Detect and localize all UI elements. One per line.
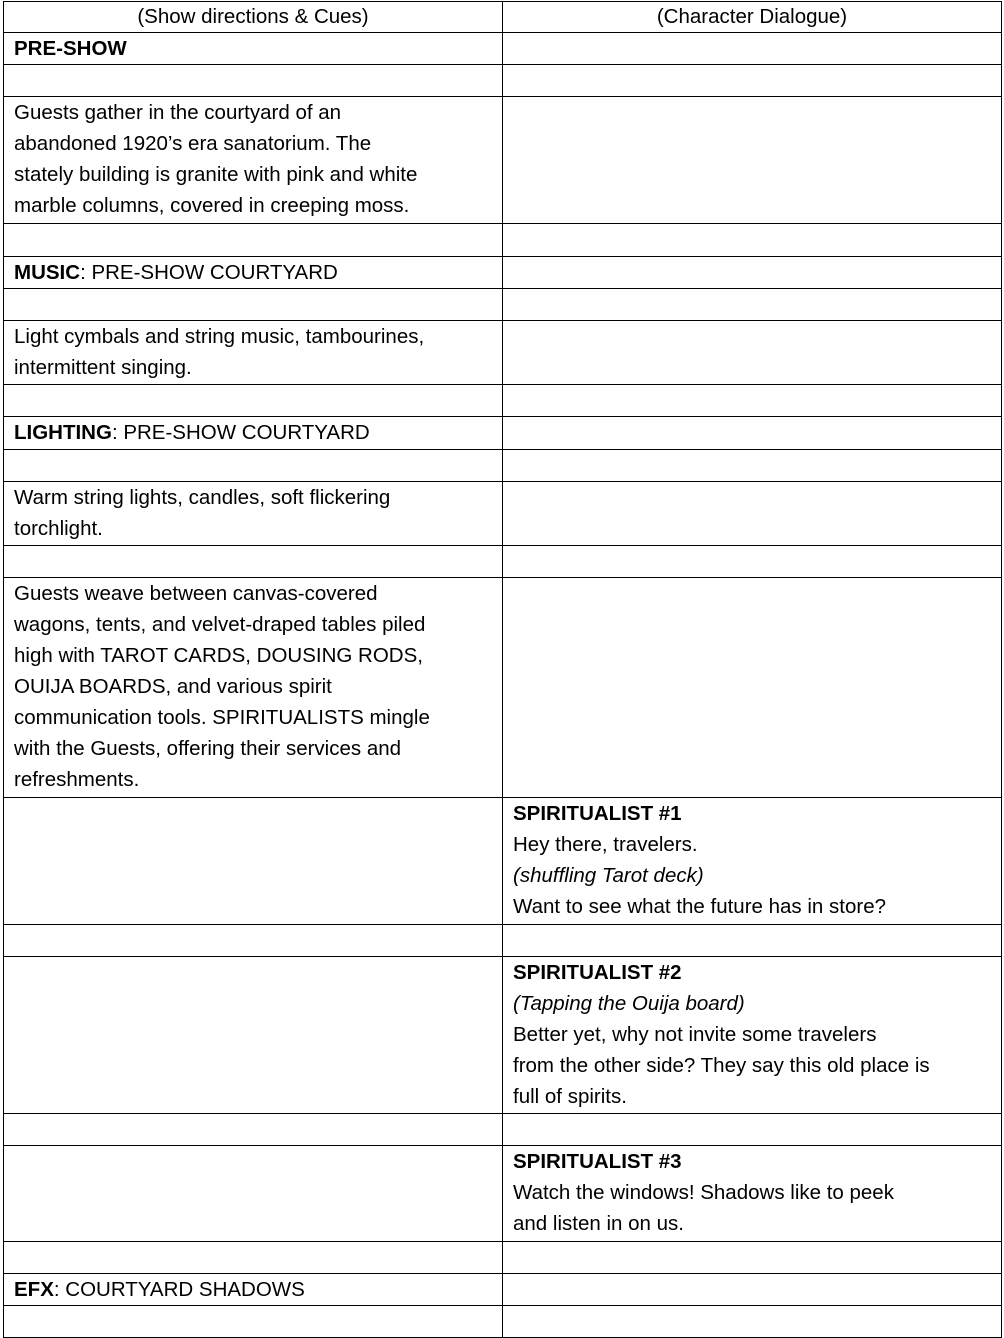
- table-row: [4, 33, 1002, 65]
- cue-cell: [4, 417, 503, 450]
- empty-direction-cell: [4, 1146, 503, 1242]
- empty-cell: [503, 1114, 1002, 1146]
- spacer-row: [4, 65, 1002, 97]
- stage-direction: (shuffling Tarot deck): [513, 864, 704, 887]
- direction-line: communication tools. SPIRITUALISTS mingle: [14, 706, 430, 729]
- header-row: [4, 2, 1002, 33]
- spacer-row: [4, 289, 1002, 321]
- spacer-row: [4, 546, 1002, 578]
- empty-dialogue-cell: [503, 97, 1002, 224]
- empty-dialogue-cell: [503, 417, 1002, 450]
- empty-direction-cell: [4, 798, 503, 925]
- empty-cell: [4, 65, 503, 97]
- empty-cell: [503, 224, 1002, 257]
- empty-cell: [503, 385, 1002, 417]
- character-name: SPIRITUALIST #2: [513, 961, 682, 984]
- table-row: [4, 1274, 1002, 1306]
- empty-cell: [4, 289, 503, 321]
- empty-cell: [503, 1306, 1002, 1338]
- empty-dialogue-cell: [503, 33, 1002, 65]
- empty-dialogue-cell: [503, 1274, 1002, 1306]
- empty-cell: [4, 385, 503, 417]
- empty-cell: [503, 925, 1002, 957]
- empty-cell: [503, 546, 1002, 578]
- direction-line: Guests gather in the courtyard of an: [14, 101, 342, 124]
- table-row: [4, 482, 1002, 546]
- table-row: [4, 1146, 1002, 1242]
- table-row: [4, 97, 1002, 224]
- empty-dialogue-cell: [503, 257, 1002, 289]
- cue-label: EFX: [14, 1278, 54, 1301]
- direction-line: marble columns, covered in creeping moss.: [14, 194, 410, 217]
- table-row: [4, 417, 1002, 450]
- dialogue-line: Better yet, why not invite some travelers: [513, 1023, 877, 1046]
- character-name: SPIRITUALIST #3: [513, 1150, 682, 1173]
- direction-line: Guests weave between canvas-covered: [14, 582, 378, 605]
- spacer-row: [4, 1306, 1002, 1338]
- cue-text: : PRE-SHOW COURTYARD: [111, 421, 370, 444]
- empty-dialogue-cell: [503, 482, 1002, 546]
- empty-cell: [503, 289, 1002, 321]
- character-name: SPIRITUALIST #1: [513, 802, 682, 825]
- spacer-row: [4, 1114, 1002, 1146]
- cue-text: : COURTYARD SHADOWS: [53, 1278, 305, 1301]
- empty-cell: [4, 1242, 503, 1274]
- cue-text: : PRE-SHOW COURTYARD: [80, 261, 338, 284]
- direction-line: wagons, tents, and velvet-draped tables piled: [14, 613, 426, 636]
- spacer-row: [4, 224, 1002, 257]
- script-table: [3, 1, 1002, 1338]
- empty-cell: [4, 1114, 503, 1146]
- section-heading: PRE-SHOW: [14, 37, 127, 60]
- table-row: [4, 321, 1002, 385]
- direction-line: refreshments.: [14, 768, 140, 791]
- cue-cell: [4, 1274, 503, 1306]
- column-header-directions: (Show directions & Cues): [4, 2, 503, 33]
- direction-line: Light cymbals and string music, tambourines,: [14, 325, 425, 348]
- section-heading-cell: [4, 33, 503, 65]
- dialogue-line: from the other side? They say this old place is: [513, 1054, 930, 1077]
- empty-cell: [4, 546, 503, 578]
- direction-line: Warm string lights, candles, soft flickering: [14, 486, 391, 509]
- dialogue-line: Hey there, travelers.: [513, 833, 698, 856]
- empty-cell: [4, 1306, 503, 1338]
- direction-line: with the Guests, offering their services and: [14, 737, 402, 760]
- direction-cell: [4, 578, 503, 798]
- empty-cell: [503, 65, 1002, 97]
- direction-line: intermittent singing.: [14, 356, 192, 379]
- table-row: [4, 257, 1002, 289]
- direction-line: high with TAROT CARDS, DOUSING RODS,: [14, 644, 423, 667]
- direction-line: OUIJA BOARDS, and various spirit: [14, 675, 332, 698]
- direction-cell: [4, 97, 503, 224]
- empty-dialogue-cell: [503, 578, 1002, 798]
- dialogue-cell: [503, 957, 1002, 1114]
- table-row: [4, 578, 1002, 798]
- empty-cell: [4, 224, 503, 257]
- empty-cell: [503, 1242, 1002, 1274]
- spacer-row: [4, 450, 1002, 482]
- direction-line: stately building is granite with pink and white: [14, 163, 418, 186]
- empty-cell: [503, 450, 1002, 482]
- empty-dialogue-cell: [503, 321, 1002, 385]
- spacer-row: [4, 1242, 1002, 1274]
- column-header-dialogue: (Character Dialogue): [503, 2, 1002, 33]
- direction-line: torchlight.: [14, 517, 103, 540]
- table-row: [4, 798, 1002, 925]
- dialogue-cell: [503, 798, 1002, 925]
- spacer-row: [4, 385, 1002, 417]
- direction-cell: [4, 321, 503, 385]
- dialogue-cell: [503, 1146, 1002, 1242]
- dialogue-line: full of spirits.: [513, 1085, 627, 1108]
- cue-label: LIGHTING: [14, 421, 112, 444]
- spacer-row: [4, 925, 1002, 957]
- dialogue-line: and listen in on us.: [513, 1212, 684, 1235]
- direction-cell: [4, 482, 503, 546]
- dialogue-line: Watch the windows! Shadows like to peek: [513, 1181, 894, 1204]
- empty-cell: [4, 925, 503, 957]
- empty-cell: [4, 450, 503, 482]
- cue-label: MUSIC: [14, 261, 81, 284]
- table-row: [4, 957, 1002, 1114]
- stage-direction: (Tapping the Ouija board): [513, 992, 745, 1015]
- empty-direction-cell: [4, 957, 503, 1114]
- direction-line: abandoned 1920’s era sanatorium. The: [14, 132, 372, 155]
- cue-cell: [4, 257, 503, 289]
- dialogue-line: Want to see what the future has in store?: [513, 895, 887, 918]
